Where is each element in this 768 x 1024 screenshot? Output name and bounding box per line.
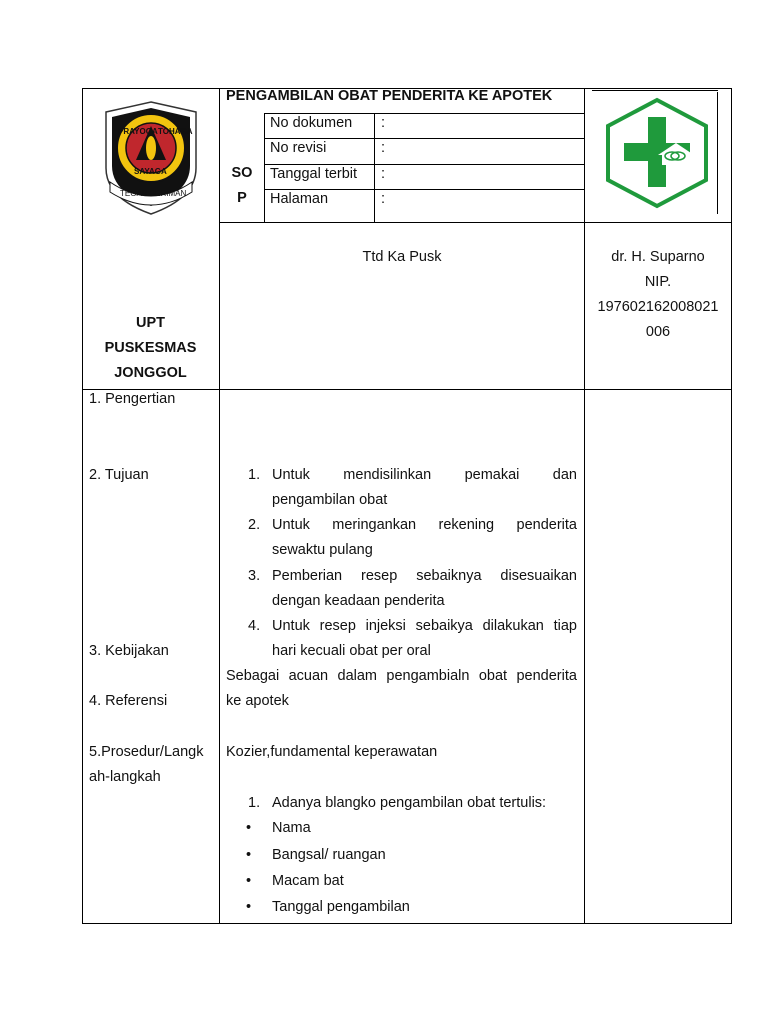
signer-nip-label: NIP.: [644, 274, 672, 290]
field-label-halaman: Halaman: [270, 191, 329, 207]
kebijakan-text-line2: ke apotek: [226, 693, 289, 709]
org-name-line1: UPT: [136, 315, 165, 331]
word: meringankan: [332, 517, 417, 533]
word: Pemberian: [272, 568, 343, 584]
word: pengambialn: [386, 668, 470, 684]
bullet-icon: •: [246, 820, 252, 836]
section-referensi: 4. Referensi: [89, 693, 168, 709]
logo-text-ribbon: TEGAR BERIMAN: [120, 189, 187, 198]
word: dalam: [337, 668, 378, 684]
word: sebaikya: [415, 618, 473, 634]
table-border-right: [731, 88, 732, 924]
list-item-line: [272, 466, 577, 484]
bullet-icon: •: [246, 873, 252, 889]
col-line: [374, 113, 375, 222]
field-value-no-dokumen: :: [381, 115, 386, 131]
org-name-line3: JONGGOL: [114, 365, 187, 381]
field-value-tanggal-terbit: :: [381, 166, 386, 182]
table-border-left: [82, 88, 83, 924]
word: penderita: [516, 668, 577, 684]
list-item-line: pengambilan obat: [272, 492, 388, 508]
logo-text-right: TOHAGA: [158, 127, 193, 136]
field-label-no-revisi: No revisi: [270, 140, 327, 156]
list-item-line: [272, 516, 577, 534]
logo-frame-line: [717, 92, 718, 214]
signer-nip-part2: 006: [645, 324, 671, 340]
referensi-text: Kozier,fundamental keperawatan: [226, 744, 438, 760]
sop-label-top: SO: [231, 165, 253, 181]
org-name-line2: PUSKESMAS: [104, 340, 197, 356]
list-number: 1.: [248, 467, 261, 483]
list-item-line: dengan keadaan penderita: [272, 593, 445, 609]
list-item-line: hari kecuali obat per oral: [272, 643, 431, 659]
list-item-line: sewaktu pulang: [272, 542, 373, 558]
word: Untuk: [272, 618, 310, 634]
signer-nip-part1: 197602162008021: [597, 299, 719, 315]
col-line: [219, 88, 220, 924]
word: resep: [361, 568, 398, 584]
sop-label-bottom: P: [237, 190, 247, 206]
word: pemakai: [464, 467, 520, 483]
word: resep: [319, 618, 356, 634]
word: tiap: [553, 618, 577, 634]
word: injeksi: [365, 618, 406, 634]
field-value-halaman: :: [381, 191, 386, 207]
signer-name: dr. H. Suparno: [611, 249, 705, 265]
word: dan: [552, 467, 577, 483]
word: Untuk: [272, 467, 310, 483]
list-number: 2.: [248, 517, 261, 533]
bullet-item: Tanggal pengambilan: [272, 899, 410, 915]
logo-frame-line: [592, 90, 718, 91]
bullet-item: Macam bat: [272, 873, 344, 889]
regency-emblem-logo: [96, 98, 206, 218]
col-line: [584, 88, 585, 924]
logo-text-left: PRAYOGA: [118, 127, 158, 136]
word: acuan: [288, 668, 329, 684]
word: Untuk: [272, 517, 310, 533]
bullet-icon: •: [246, 899, 252, 915]
word: Sebagai: [226, 668, 280, 684]
logo-text-mid: SAYAGA: [134, 167, 167, 176]
word: rekening: [438, 517, 495, 533]
section-kebijakan: 3. Kebijakan: [89, 643, 169, 659]
row-line: [82, 389, 732, 390]
field-value-no-revisi: :: [381, 140, 386, 156]
word: dilakukan: [482, 618, 544, 634]
kebijakan-text-line1: [226, 667, 577, 685]
list-item-line: [272, 567, 577, 585]
section-pengertian: 1. Pengertian: [89, 391, 176, 407]
bullet-item: Nama: [272, 820, 311, 836]
section-prosedur-line1: 5.Prosedur/Langk: [89, 744, 204, 760]
word: sebaiknya: [416, 568, 482, 584]
list-number: 3.: [248, 568, 261, 584]
prosedur-step: Adanya blangko pengambilan obat tertulis:: [272, 795, 547, 811]
signature-label: Ttd Ka Pusk: [362, 249, 442, 265]
row-line: [219, 222, 732, 223]
col-line: [264, 113, 265, 222]
word: obat: [478, 668, 508, 684]
bullet-item: Bangsal/ ruangan: [272, 847, 386, 863]
puskesmas-cross-logo: [602, 97, 712, 209]
list-number: 4.: [248, 618, 261, 634]
field-label-tanggal-terbit: Tanggal terbit: [270, 166, 358, 182]
document-title: PENGAMBILAN OBAT PENDERITA KE APOTEK: [226, 88, 553, 104]
word: mendisilinkan: [343, 467, 432, 483]
list-item-line: [272, 617, 577, 635]
bullet-icon: •: [246, 847, 252, 863]
list-number: 1.: [248, 795, 261, 811]
word: disesuaikan: [500, 568, 577, 584]
field-label-no-dokumen: No dokumen: [270, 115, 353, 131]
section-prosedur-line2: ah-langkah: [89, 769, 161, 785]
section-tujuan: 2. Tujuan: [89, 467, 149, 483]
word: penderita: [516, 517, 577, 533]
table-border-bottom: [82, 923, 732, 924]
